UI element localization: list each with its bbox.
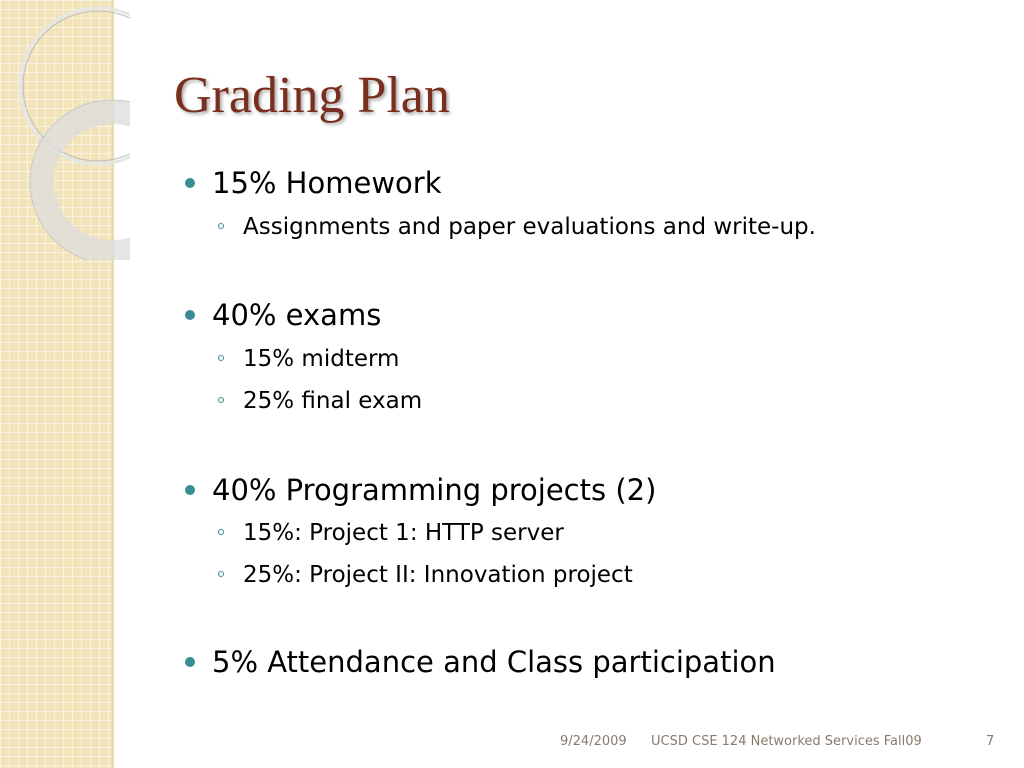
filled-circle-bullet-icon xyxy=(185,178,195,188)
hollow-circle-bullet-icon xyxy=(218,397,224,403)
sub-bullet-text: 25%: Project II: Innovation project xyxy=(243,562,633,588)
hollow-circle-bullet-icon xyxy=(218,355,224,361)
bullet-text: 40% exams xyxy=(212,298,382,332)
sub-bullet-assignments xyxy=(243,212,816,242)
hollow-circle-bullet-icon xyxy=(218,571,224,577)
footer-date: 9/24/2009 xyxy=(560,734,627,749)
sub-bullet-project-2 xyxy=(243,560,633,590)
bullet-text: 5% Attendance and Class participation xyxy=(212,645,776,679)
bullet-programming-projects xyxy=(212,472,656,508)
sub-bullet-midterm xyxy=(243,344,399,374)
filled-circle-bullet-icon xyxy=(185,485,195,495)
sub-bullet-project-1 xyxy=(243,518,564,548)
slide-title: Grading Plan xyxy=(174,67,450,124)
sub-bullet-final-exam xyxy=(243,386,422,416)
filled-circle-bullet-icon xyxy=(185,657,195,667)
bullet-text: 40% Programming projects (2) xyxy=(212,473,657,507)
hollow-circle-bullet-icon xyxy=(218,223,224,229)
sub-bullet-text: 15% midterm xyxy=(243,346,400,372)
decorative-rings-icon xyxy=(0,0,130,260)
sub-bullet-text: Assignments and paper evaluations and write-up. xyxy=(243,214,816,240)
bullet-text: 15% Homework xyxy=(212,166,442,200)
bullet-exams xyxy=(212,297,381,333)
filled-circle-bullet-icon xyxy=(185,310,195,320)
sub-bullet-text: 25% final exam xyxy=(243,388,423,414)
footer-page-number: 7 xyxy=(986,734,995,749)
footer-course: UCSD CSE 124 Networked Services Fall09 xyxy=(651,734,922,749)
bullet-homework xyxy=(212,165,442,201)
bullet-attendance xyxy=(212,644,776,680)
sub-bullet-text: 15%: Project 1: HTTP server xyxy=(243,520,564,546)
hollow-circle-bullet-icon xyxy=(218,529,224,535)
